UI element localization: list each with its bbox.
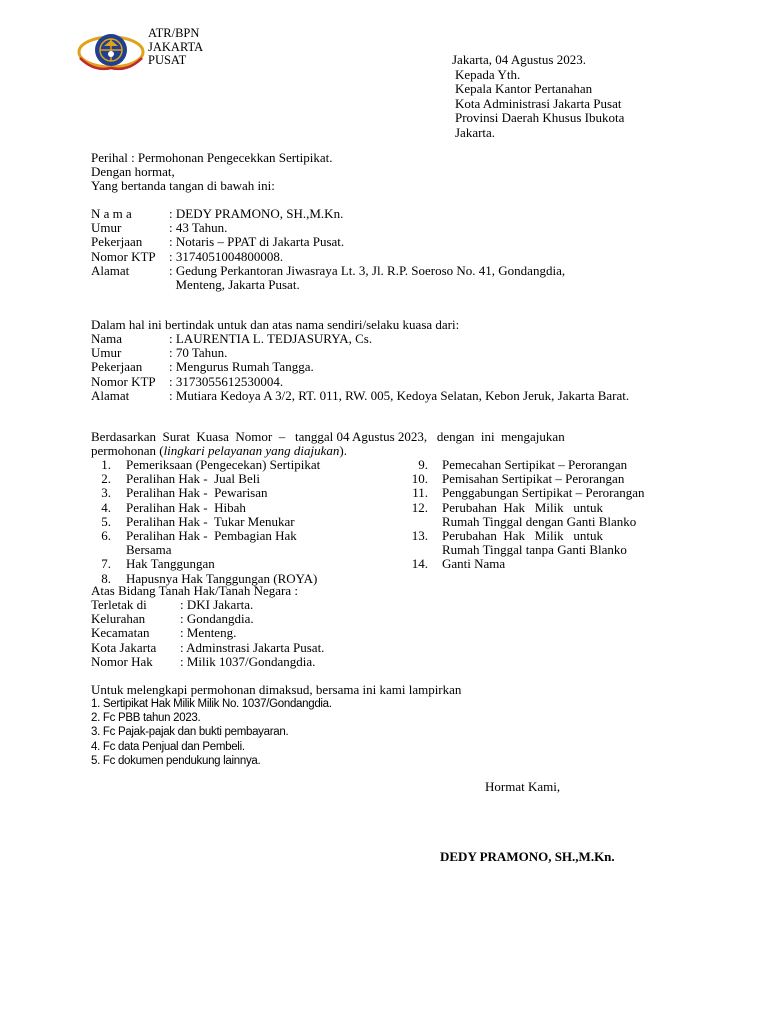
service-number: [410, 543, 428, 557]
addressee-line: Kepala Kantor Pertanahan: [455, 81, 593, 97]
detail-row: [91, 626, 324, 640]
detail-row: [91, 278, 565, 292]
service-item: [410, 515, 645, 529]
detail-value: : LAURENTIA L. TEDJASURYA, Cs.: [169, 331, 373, 346]
service-item: [91, 557, 320, 571]
principal-details: [91, 332, 629, 403]
request-instruction: lingkari pelayanan yang diajukan: [163, 443, 340, 458]
request-text: permohonan (: [91, 443, 164, 458]
service-text: Peralihan Hak - Tukar Menukar: [126, 513, 295, 529]
detail-key: Nama: [91, 331, 123, 346]
detail-value: Menteng, Jakarta Pusat.: [169, 277, 300, 293]
detail-key: Kecamatan: [91, 625, 150, 641]
detail-value: : Menteng.: [180, 625, 237, 641]
detail-key: [91, 278, 169, 292]
detail-key: Pekerjaan: [91, 359, 143, 375]
detail-key: Nomor KTP: [91, 373, 156, 389]
detail-row: [91, 346, 629, 360]
detail-key: Nomor KTP: [91, 248, 156, 264]
detail-key: Alamat: [91, 387, 130, 403]
services-left: [91, 458, 320, 586]
attachment-item: 4. Fc data Penjual dan Pembeli.: [91, 740, 245, 753]
services-right: [410, 458, 645, 572]
detail-key: Pekerjaan: [91, 234, 143, 250]
attachment-item: 1. Sertipikat Hak Milik Milik No. 1037/Gondangdia.: [91, 698, 332, 710]
service-item: [91, 458, 320, 472]
greeting: Dengan hormat,: [91, 164, 175, 179]
detail-key: Terletak di: [91, 597, 147, 612]
detail-key: Alamat: [91, 262, 130, 278]
service-number: 1.: [101, 457, 111, 472]
atr-bpn-logo: [74, 28, 148, 76]
detail-row: [91, 235, 565, 249]
letter-date: Jakarta, 04 Agustus 2023.: [452, 52, 586, 67]
detail-value: : Milik 1037/Gondangdia.: [180, 653, 316, 669]
service-item: [91, 515, 320, 529]
detail-row: [91, 641, 324, 655]
detail-value: : Gondangdia.: [180, 611, 254, 627]
service-text: Peralihan Hak - Pembagian Hak: [126, 528, 297, 544]
service-number: 11.: [412, 485, 428, 501]
service-number: 7.: [101, 556, 111, 572]
closing: Hormat Kami,: [485, 779, 561, 794]
service-text: Ganti Nama: [442, 556, 506, 572]
service-text: Bersama: [126, 542, 172, 558]
detail-key: Kota Jakarta: [91, 639, 157, 655]
service-number: 12.: [411, 499, 428, 515]
service-text: Hapusnya Hak Tanggungan (ROYA): [126, 570, 318, 586]
detail-row: [91, 221, 565, 235]
service-number: 8.: [101, 570, 111, 586]
detail-row: [91, 375, 629, 389]
service-text: Hak Tanggungan: [126, 556, 215, 572]
service-item: [91, 543, 320, 557]
service-number: [410, 515, 428, 529]
org-name: [148, 27, 203, 68]
service-text: Peralihan Hak - Hibah: [126, 499, 246, 515]
undersigned-line: Yang bertanda tangan di bawah ini:: [91, 178, 275, 193]
service-item: [410, 501, 645, 515]
attachments-intro: Untuk melengkapi permohonan dimaksud, bersama ini kami lampirkan: [91, 682, 462, 697]
service-text: Peralihan Hak - Jual Beli: [126, 471, 260, 487]
org-line: ATR/BPN: [148, 26, 200, 40]
service-item: [410, 486, 645, 500]
detail-key: Nomor Hak: [91, 653, 153, 669]
detail-value: : 3174051004800008.: [169, 248, 284, 264]
attachments-list: [91, 697, 332, 768]
service-item: [91, 486, 320, 500]
service-number: 9.: [418, 457, 428, 472]
service-text: Pemecahan Sertipikat – Perorangan: [442, 457, 628, 472]
detail-value: : Mutiara Kedoya A 3/2, RT. 011, RW. 005, Kedoya Selatan, Kebon Jeruk, Jakarta Barat.: [169, 387, 630, 403]
detail-value: : 70 Tahun.: [169, 345, 228, 361]
service-item: [91, 501, 320, 515]
service-item: [410, 543, 645, 557]
detail-row: [91, 250, 565, 264]
attachment-item: 5. Fc dokumen pendukung lainnya.: [91, 754, 261, 767]
service-text: Penggabungan Sertipikat – Perorangan: [442, 485, 645, 501]
service-text: Pemisahan Sertipikat – Perorangan: [442, 471, 625, 487]
service-item: [410, 557, 645, 571]
detail-row: [91, 207, 565, 221]
service-number: 5.: [101, 513, 111, 529]
detail-row: [91, 655, 324, 669]
detail-value: : DEDY PRAMONO, SH.,M.Kn.: [169, 206, 344, 221]
service-text: Rumah Tinggal dengan Ganti Blanko: [442, 513, 637, 529]
service-number: 3.: [101, 485, 111, 501]
service-text: Peralihan Hak - Pewarisan: [126, 485, 268, 501]
signatory-name: DEDY PRAMONO, SH.,M.Kn.: [440, 849, 615, 864]
service-text: Perubahan Hak Milik untuk: [442, 528, 604, 544]
detail-value: : Mengurus Rumah Tangga.: [169, 359, 314, 375]
detail-value: : Notaris – PPAT di Jakarta Pusat.: [169, 234, 345, 250]
service-text: Perubahan Hak Milik untuk: [442, 499, 604, 515]
org-line: PUSAT: [148, 53, 187, 67]
detail-key: N a m a: [91, 206, 132, 221]
org-line: JAKARTA: [148, 39, 204, 54]
detail-key: Umur: [91, 220, 122, 236]
detail-value: : 3173055612530004.: [169, 373, 284, 389]
detail-value: : 43 Tahun.: [169, 220, 228, 236]
service-number: [91, 543, 111, 557]
service-number: 10.: [411, 471, 428, 487]
detail-row: [91, 598, 324, 612]
land-details: [91, 598, 324, 669]
detail-row: [91, 264, 565, 278]
detail-row: [91, 389, 629, 403]
proxy-intro: Dalam hal ini bertindak untuk dan atas nama sendiri/selaku kuasa dari:: [91, 317, 460, 332]
addressee-line: Jakarta.: [455, 124, 496, 140]
service-text: Rumah Tinggal tanpa Ganti Blanko: [442, 542, 627, 558]
applicant-details: [91, 207, 565, 292]
detail-row: [91, 360, 629, 374]
detail-key: Kelurahan: [91, 611, 146, 627]
request-line: Berdasarkan Surat Kuasa Nomor – tanggal 04 Agustus 2023, dengan ini mengajukan: [91, 429, 565, 444]
service-item: [91, 529, 320, 543]
addressee-line: Kepada Yth.: [455, 66, 521, 82]
service-item: [410, 529, 645, 543]
service-item: [410, 472, 645, 486]
service-number: 6.: [101, 528, 111, 544]
service-number: 14.: [411, 556, 428, 572]
service-item: [91, 472, 320, 486]
detail-row: [91, 612, 324, 626]
attachment-item: 3. Fc Pajak-pajak dan bukti pembayaran.: [91, 726, 289, 739]
detail-value: : Adminstrasi Jakarta Pusat.: [180, 639, 325, 655]
service-number: 13.: [411, 528, 428, 544]
land-heading: Atas Bidang Tanah Hak/Tanah Negara :: [91, 583, 298, 598]
request-text: ).: [339, 443, 347, 458]
request-line-2: [91, 444, 347, 458]
detail-key: Umur: [91, 345, 122, 361]
detail-value: : Gedung Perkantoran Jiwasraya Lt. 3, Jl. R.P. Soeroso No. 41, Gondangdia,: [169, 262, 566, 278]
service-item: [410, 458, 645, 472]
attachment-item: 2. Fc PBB tahun 2023.: [91, 712, 201, 725]
addressee-line: Kota Administrasi Jakarta Pusat: [455, 95, 622, 111]
service-number: 4.: [101, 499, 111, 515]
addressee-block: [452, 53, 624, 141]
addressee-line: Provinsi Daerah Khusus Ibukota: [455, 110, 625, 126]
subject-line: Perihal : Permohonan Pengecekkan Sertipikat.: [91, 150, 333, 165]
service-number: 2.: [101, 471, 111, 487]
service-text: Pemeriksaan (Pengecekan) Sertipikat: [126, 457, 321, 472]
detail-row: [91, 332, 629, 346]
detail-value: : DKI Jakarta.: [180, 597, 254, 612]
